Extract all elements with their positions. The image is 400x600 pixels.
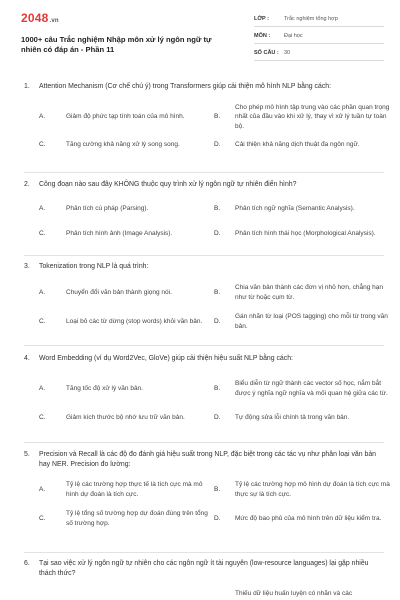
option-label: D. [214,230,221,238]
option-row [24,407,384,429]
option-list [24,476,390,534]
logo-text: 2048 [21,11,49,25]
option-label: C. [39,230,46,238]
option-d[interactable] [209,140,390,150]
option-row [24,476,390,504]
option-list [24,279,388,337]
option-text: Phân tích hình thái học (Morphological Analysis). [235,230,376,238]
option-a[interactable] [24,384,209,394]
meta-value: Trắc nghiệm tổng hợp [284,16,338,22]
question-divider [24,172,384,173]
meta-key: SỐ CÂU : [254,50,279,56]
option-text: Tăng tốc độ xử lý văn bản. [66,385,143,393]
question-3 [24,262,388,337]
question-stem [24,450,384,470]
document-meta [254,12,384,63]
option-text: Loại bỏ các từ dừng (stop words) khỏi văn bản. [66,318,203,326]
option-label: B. [214,205,221,213]
question-4 [24,354,388,429]
option-c[interactable] [24,509,209,528]
option-label: A. [39,486,46,494]
option-c[interactable] [24,229,209,239]
option-label: A. [39,385,46,393]
option-d[interactable] [209,312,390,331]
meta-row-count [254,46,384,61]
option-text: Phân tích hình ảnh (Image Analysis). [66,230,173,238]
option-text: Tỷ lệ các trường hợp mô hình dự đoán là tích cực mà thực sự là tích cực. [235,481,390,498]
option-b[interactable] [209,480,390,499]
option-text: Tự động sửa lỗi chính tả trong văn bản. [235,414,350,422]
option-d[interactable] [209,229,390,239]
option-d[interactable] [209,413,390,423]
question-text: Tokenization trong NLP là quá trình: [39,263,149,270]
option-row [24,371,388,407]
option-b[interactable] [209,204,390,214]
question-1 [24,82,390,155]
question-text: Công đoạn nào sau đây KHÔNG thuộc quy trình xử lý ngôn ngữ tự nhiên điển hình? [39,181,297,188]
site-logo[interactable] [21,11,59,25]
option-a[interactable] [24,288,209,298]
option-label: C. [39,141,46,149]
question-text: Word Embedding (ví dụ Word2Vec, GloVe) giúp cải thiện hiệu suất NLP bằng cách: [39,355,293,362]
option-label: A. [39,113,46,121]
option-text: Tăng cường khả năng xử lý song song. [66,141,180,149]
question-6 [24,559,384,600]
question-stem [24,354,384,364]
question-stem [24,180,384,190]
option-text: Tỷ lệ tổng số trường hợp dự đoán đúng trên tổng số trường hợp. [66,510,208,527]
question-number: 6. [24,560,30,567]
option-a[interactable] [24,480,209,499]
question-divider [24,442,384,443]
option-row [24,587,384,600]
question-text: Tại sao việc xử lý ngôn ngữ tự nhiên cho các ngôn ngữ ít tài nguyên (low-resource languages) lại gặp nhiều thách thức? [39,560,369,577]
meta-key: MÔN : [254,33,271,39]
option-label: C. [39,318,46,326]
question-number: 2. [24,181,30,188]
option-text: Chia văn bản thành các đơn vị nhỏ hơn, chẳng hạn như từ hoặc cụm từ. [235,284,384,301]
option-c[interactable] [24,140,209,150]
option-list [24,197,384,247]
option-row [24,99,390,135]
option-row [24,221,384,247]
option-row [24,504,384,534]
option-text: Giảm kích thước bộ nhớ lưu trữ văn bản. [66,414,185,422]
option-a[interactable] [24,204,209,214]
option-label: D. [214,515,221,523]
option-label: A. [39,289,46,297]
option-row [24,135,384,155]
option-list [24,371,388,429]
option-row [24,279,384,307]
option-label: D. [214,318,221,326]
option-label: D. [214,414,221,422]
question-2 [24,180,384,247]
question-number: 1. [24,83,30,90]
option-text: Cho phép mô hình tập trung vào các phần quan trọng nhất của đầu vào khi xử lý, thay vì xử lý tuần tự toàn bộ. [235,103,390,130]
option-label: C. [39,515,46,523]
question-number: 5. [24,451,30,458]
option-label: A. [39,205,46,213]
option-row [24,197,384,221]
option-row [24,307,388,337]
option-text: Mức độ bao phủ của mô hình trên dữ liệu kiểm tra. [235,515,382,523]
document-header [0,0,400,62]
option-list [24,99,390,155]
option-text: Giảm độ phức tạp tính toán của mô hình. [66,113,185,121]
option-label: D. [214,141,221,149]
question-5 [24,450,390,534]
option-b[interactable] [209,379,390,398]
question-divider [24,255,384,256]
option-c[interactable] [24,317,209,327]
option-label: B. [214,289,221,297]
question-text: Precision và Recall là các độ đo đánh giá hiệu suất trong NLP, đặc biệt trong các tác vụ như phân loại văn bản hay NER. Precision đo lường: [39,451,376,468]
option-b[interactable] [209,283,390,302]
option-b[interactable] [209,103,390,132]
question-number: 4. [24,355,30,362]
option-text: Phân tích ngữ nghĩa (Semantic Analysis). [235,205,355,213]
meta-row-subject [254,29,384,44]
meta-row-class [254,12,384,27]
option-label: B. [214,385,221,393]
question-stem [24,262,384,272]
option-text: Chuyển đổi văn bản thành giọng nói. [66,289,172,297]
option-a[interactable] [24,112,209,122]
question-number: 3. [24,263,30,270]
option-text: Phân tích cú pháp (Parsing). [66,205,149,213]
question-stem [24,559,384,579]
option-text: Gán nhãn từ loại (POS tagging) cho mỗi từ trong văn bản. [235,313,388,330]
option-list [24,587,384,600]
option-c[interactable] [24,413,209,423]
meta-key: LỚP : [254,16,269,22]
question-text: Attention Mechanism (Cơ chế chú ý) trong Transformers giúp cải thiện mô hình NLP bằng cách: [39,83,332,90]
document-title: 1000+ câu Trắc nghiệm Nhập môn xử lý ngôn ngữ tự nhiên có đáp án - Phần 11 [21,35,212,54]
option-b[interactable] [209,589,390,599]
question-stem [24,82,384,92]
question-divider [24,345,384,346]
question-divider [24,552,384,553]
logo-suffix: .vn [49,18,59,24]
option-label: B. [214,486,221,494]
option-text: Thiếu dữ liệu huấn luyện có nhãn và các [235,590,353,598]
option-text: Tỷ lệ các trường hợp thực tế là tích cực mà mô hình dự đoán là tích cực. [66,481,203,498]
option-label: C. [39,414,46,422]
option-label: B. [214,113,221,121]
option-text: Biểu diễn từ ngữ thành các vector số học, nắm bắt được ý nghĩa ngữ nghĩa và mối quan hệ giữa các từ. [235,380,388,397]
option-text: Cải thiện khả năng dịch thuật đa ngôn ngữ. [235,141,360,149]
option-d[interactable] [209,514,390,524]
meta-value: Đại học [284,33,303,39]
meta-value: 30 [284,50,291,56]
